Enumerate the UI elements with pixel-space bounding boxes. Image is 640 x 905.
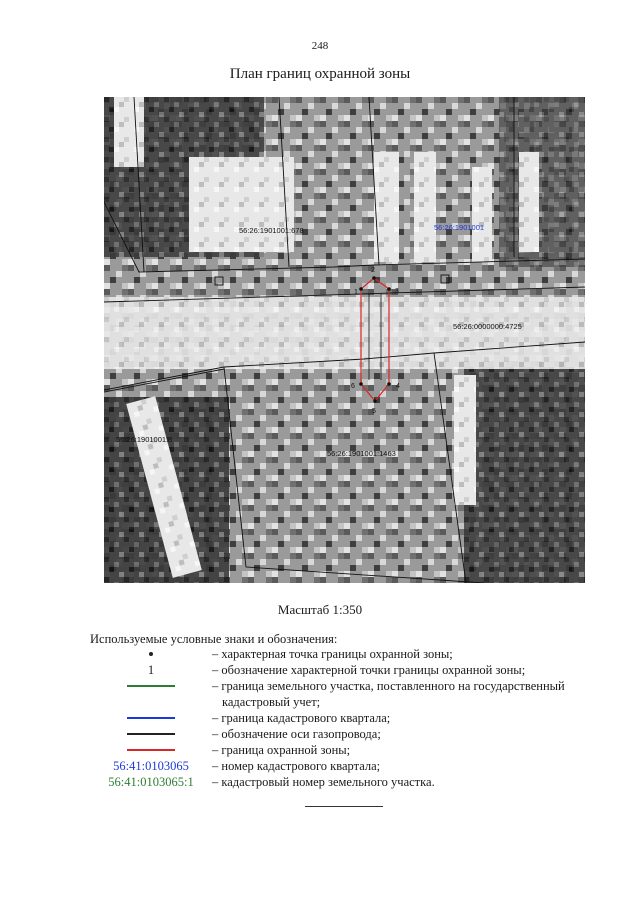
legend-item-point xyxy=(90,646,600,662)
label-quarter-top-right: 56:26:1901001 xyxy=(434,223,485,232)
point-label-6: 6 xyxy=(351,383,355,390)
label-road-parcel: 56:26:0000000:4725 xyxy=(453,322,522,331)
legend xyxy=(90,646,600,790)
map-scale: Масштаб 1:350 xyxy=(277,602,363,617)
legend-item-point-label xyxy=(90,662,600,678)
green-line-icon xyxy=(127,685,175,687)
legend-item-parcel-number xyxy=(90,774,600,790)
point-label-4: 4 xyxy=(396,383,400,390)
footer-rule xyxy=(305,806,383,807)
legend-text: – обозначение характерной точки границы охранной зоны; xyxy=(212,663,526,677)
legend-symbol-text: 56:41:0103065:1 xyxy=(108,775,194,789)
legend-text: – граница земельного участка, поставленного на государственный кадастровый учет; xyxy=(212,679,565,709)
page-number: 248 xyxy=(311,40,329,52)
legend-symbol-text: 1 xyxy=(147,663,155,677)
legend-item-quarter-number xyxy=(90,758,600,774)
point-label-3: 3 xyxy=(395,288,399,295)
blue-line-icon xyxy=(127,717,175,719)
legend-text: – граница кадастрового квартала; xyxy=(212,711,391,725)
legend-text: – кадастровый номер земельного участка. xyxy=(212,775,435,789)
legend-text: – характерная точка границы охранной зоны; xyxy=(212,647,453,661)
label-parcel-left: 56:26:1901001:8 xyxy=(116,435,173,444)
legend-item-protection-zone xyxy=(90,742,600,758)
red-line-icon xyxy=(127,749,175,751)
road xyxy=(104,297,585,369)
label-parcel-top-left: 56:26:1901001:678 xyxy=(239,226,304,235)
legend-heading: Используемые условные знаки и обозначения: xyxy=(90,632,338,646)
label-parcel-center: 56:26:1901001:1463 xyxy=(327,449,396,458)
legend-item-quarter-boundary xyxy=(90,710,600,726)
protection-zone-map xyxy=(104,97,585,583)
legend-symbol-text: 56:41:0103065 xyxy=(113,759,189,773)
point-label-5: 5 xyxy=(372,408,376,415)
page-title: План границ охранной зоны xyxy=(229,66,411,82)
black-line-icon xyxy=(127,733,175,735)
legend-text: – граница охранной зоны; xyxy=(212,743,351,757)
legend-text: – номер кадастрового квартала; xyxy=(212,759,381,773)
point-label-1: 1 xyxy=(354,289,358,296)
legend-text: – обозначение оси газопровода; xyxy=(212,727,381,741)
point-label-2: 2 xyxy=(371,267,375,274)
map-svg xyxy=(104,97,585,583)
legend-item-parcel-boundary xyxy=(90,678,600,710)
point-dot-icon xyxy=(149,652,153,656)
legend-item-gas-axis xyxy=(90,726,600,742)
